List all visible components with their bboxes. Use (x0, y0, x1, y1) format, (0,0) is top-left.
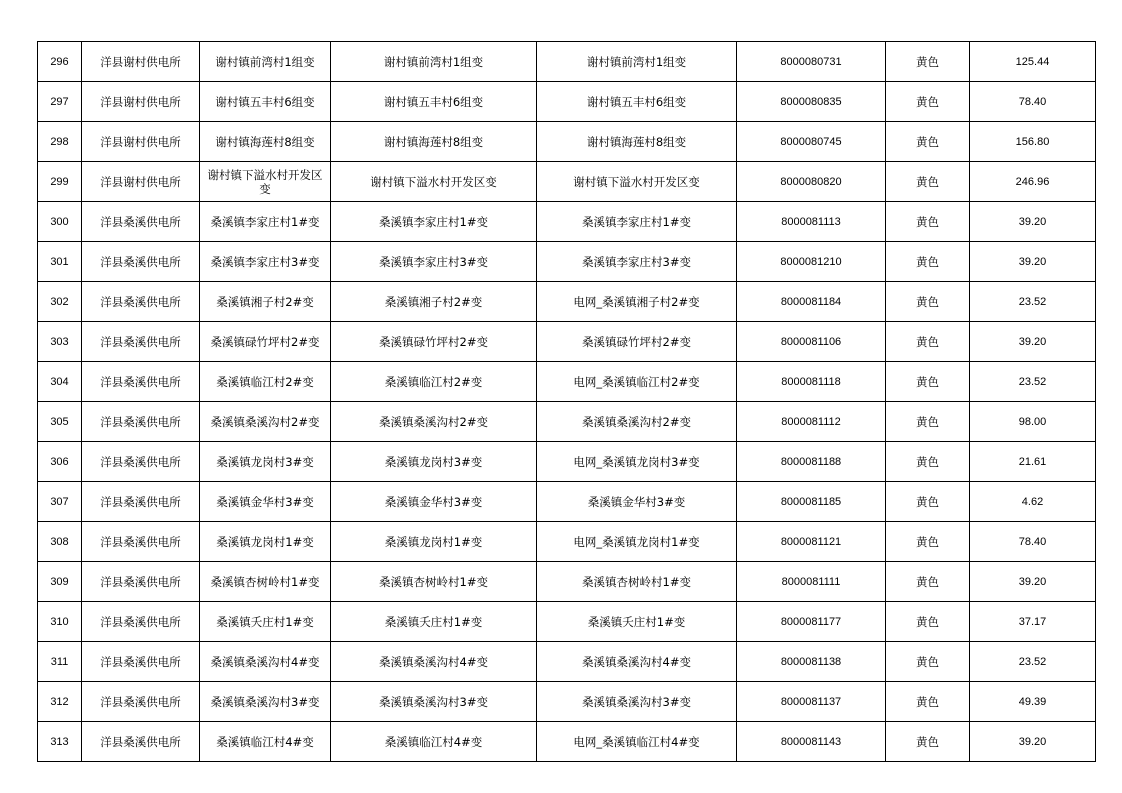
table-row (38, 402, 1096, 442)
account-number-cell: 8000081185 (737, 482, 886, 522)
user-name-cell: 桑溪镇碌竹坪村2#变 (537, 322, 737, 362)
table-row (38, 362, 1096, 402)
user-name-cell: 电网_桑溪镇龙岗村1#变 (537, 522, 737, 562)
warning-level-cell: 黄色 (886, 602, 970, 642)
account-number-cell: 8000081113 (737, 202, 886, 242)
amount-cell: 156.80 (970, 122, 1096, 162)
area-name-cell: 桑溪镇杏树岭村1#变 (200, 562, 331, 602)
power-station-cell: 洋县谢村供电所 (82, 42, 200, 82)
row-number-cell: 297 (38, 82, 82, 122)
table-row (38, 602, 1096, 642)
account-number-cell: 8000081188 (737, 442, 886, 482)
document-page (37, 41, 1095, 762)
user-name-cell: 谢村镇下溢水村开发区变 (537, 162, 737, 202)
transformer-name-cell: 桑溪镇李家庄村1#变 (331, 202, 537, 242)
user-name-cell: 桑溪镇李家庄村1#变 (537, 202, 737, 242)
area-name-cell: 谢村镇五丰村6组变 (200, 82, 331, 122)
user-name-cell: 谢村镇五丰村6组变 (537, 82, 737, 122)
transformer-name-cell: 谢村镇海莲村8组变 (331, 122, 537, 162)
warning-level-cell: 黄色 (886, 82, 970, 122)
account-number-cell: 8000081177 (737, 602, 886, 642)
row-number-cell: 301 (38, 242, 82, 282)
amount-cell: 39.20 (970, 562, 1096, 602)
account-number-cell: 8000080835 (737, 82, 886, 122)
amount-cell: 23.52 (970, 282, 1096, 322)
table-row (38, 442, 1096, 482)
row-number-cell: 305 (38, 402, 82, 442)
row-number-cell: 306 (38, 442, 82, 482)
account-number-cell: 8000081184 (737, 282, 886, 322)
account-number-cell: 8000081106 (737, 322, 886, 362)
table-row (38, 562, 1096, 602)
amount-cell: 39.20 (970, 202, 1096, 242)
user-name-cell: 电网_桑溪镇临江村4#变 (537, 722, 737, 762)
warning-level-cell: 黄色 (886, 42, 970, 82)
amount-cell: 49.39 (970, 682, 1096, 722)
account-number-cell: 8000080731 (737, 42, 886, 82)
table-row (38, 242, 1096, 282)
area-name-cell: 桑溪镇桑溪沟村4#变 (200, 642, 331, 682)
row-number-cell: 299 (38, 162, 82, 202)
user-name-cell: 桑溪镇桑溪沟村2#变 (537, 402, 737, 442)
power-station-cell: 洋县谢村供电所 (82, 122, 200, 162)
amount-cell: 39.20 (970, 722, 1096, 762)
transformer-name-cell: 桑溪镇碌竹坪村2#变 (331, 322, 537, 362)
warning-level-cell: 黄色 (886, 282, 970, 322)
row-number-cell: 298 (38, 122, 82, 162)
transformer-name-cell: 谢村镇五丰村6组变 (331, 82, 537, 122)
user-name-cell: 桑溪镇夭庄村1#变 (537, 602, 737, 642)
account-number-cell: 8000080820 (737, 162, 886, 202)
power-station-cell: 洋县桑溪供电所 (82, 562, 200, 602)
power-station-cell: 洋县桑溪供电所 (82, 362, 200, 402)
transformer-name-cell: 谢村镇下溢水村开发区变 (331, 162, 537, 202)
user-name-cell: 桑溪镇李家庄村3#变 (537, 242, 737, 282)
power-station-cell: 洋县桑溪供电所 (82, 602, 200, 642)
amount-cell: 23.52 (970, 362, 1096, 402)
account-number-cell: 8000081138 (737, 642, 886, 682)
warning-level-cell: 黄色 (886, 402, 970, 442)
account-number-cell: 8000081118 (737, 362, 886, 402)
amount-cell: 125.44 (970, 42, 1096, 82)
account-number-cell: 8000081112 (737, 402, 886, 442)
amount-cell: 246.96 (970, 162, 1096, 202)
row-number-cell: 307 (38, 482, 82, 522)
user-name-cell: 桑溪镇桑溪沟村3#变 (537, 682, 737, 722)
power-station-cell: 洋县桑溪供电所 (82, 442, 200, 482)
row-number-cell: 300 (38, 202, 82, 242)
table-row (38, 722, 1096, 762)
transformer-name-cell: 桑溪镇杏树岭村1#变 (331, 562, 537, 602)
power-station-cell: 洋县桑溪供电所 (82, 322, 200, 362)
table-row (38, 42, 1096, 82)
table-body (38, 42, 1096, 762)
transformer-name-cell: 桑溪镇桑溪沟村3#变 (331, 682, 537, 722)
warning-level-cell: 黄色 (886, 482, 970, 522)
warning-level-cell: 黄色 (886, 682, 970, 722)
power-station-cell: 洋县谢村供电所 (82, 162, 200, 202)
account-number-cell: 8000081111 (737, 562, 886, 602)
area-name-cell: 桑溪镇龙岗村1#变 (200, 522, 331, 562)
table-row (38, 202, 1096, 242)
table-row (38, 322, 1096, 362)
user-name-cell: 电网_桑溪镇龙岗村3#变 (537, 442, 737, 482)
user-name-cell: 桑溪镇杏树岭村1#变 (537, 562, 737, 602)
transformer-name-cell: 桑溪镇桑溪沟村2#变 (331, 402, 537, 442)
row-number-cell: 303 (38, 322, 82, 362)
row-number-cell: 302 (38, 282, 82, 322)
transformer-name-cell: 桑溪镇夭庄村1#变 (331, 602, 537, 642)
row-number-cell: 296 (38, 42, 82, 82)
area-name-cell: 谢村镇前湾村1组变 (200, 42, 331, 82)
table-row (38, 282, 1096, 322)
area-name-cell: 桑溪镇金华村3#变 (200, 482, 331, 522)
row-number-cell: 311 (38, 642, 82, 682)
power-station-cell: 洋县桑溪供电所 (82, 642, 200, 682)
account-number-cell: 8000080745 (737, 122, 886, 162)
user-name-cell: 桑溪镇金华村3#变 (537, 482, 737, 522)
amount-cell: 4.62 (970, 482, 1096, 522)
warning-level-cell: 黄色 (886, 442, 970, 482)
amount-cell: 78.40 (970, 82, 1096, 122)
area-name-cell: 桑溪镇临江村2#变 (200, 362, 331, 402)
area-name-cell: 桑溪镇桑溪沟村2#变 (200, 402, 331, 442)
power-station-cell: 洋县桑溪供电所 (82, 402, 200, 442)
amount-cell: 98.00 (970, 402, 1096, 442)
area-name-cell: 桑溪镇龙岗村3#变 (200, 442, 331, 482)
amount-cell: 39.20 (970, 322, 1096, 362)
data-table (37, 41, 1096, 762)
warning-level-cell: 黄色 (886, 722, 970, 762)
user-name-cell: 谢村镇海莲村8组变 (537, 122, 737, 162)
warning-level-cell: 黄色 (886, 362, 970, 402)
row-number-cell: 310 (38, 602, 82, 642)
warning-level-cell: 黄色 (886, 162, 970, 202)
area-name-cell: 谢村镇下溢水村开发区变 (200, 162, 331, 202)
user-name-cell: 电网_桑溪镇湘子村2#变 (537, 282, 737, 322)
account-number-cell: 8000081137 (737, 682, 886, 722)
area-name-cell: 桑溪镇夭庄村1#变 (200, 602, 331, 642)
power-station-cell: 洋县桑溪供电所 (82, 522, 200, 562)
warning-level-cell: 黄色 (886, 202, 970, 242)
area-name-cell: 桑溪镇桑溪沟村3#变 (200, 682, 331, 722)
power-station-cell: 洋县桑溪供电所 (82, 722, 200, 762)
warning-level-cell: 黄色 (886, 522, 970, 562)
amount-cell: 21.61 (970, 442, 1096, 482)
power-station-cell: 洋县桑溪供电所 (82, 282, 200, 322)
table-row (38, 642, 1096, 682)
table-row (38, 682, 1096, 722)
power-station-cell: 洋县桑溪供电所 (82, 202, 200, 242)
area-name-cell: 桑溪镇李家庄村1#变 (200, 202, 331, 242)
area-name-cell: 谢村镇海莲村8组变 (200, 122, 331, 162)
amount-cell: 37.17 (970, 602, 1096, 642)
area-name-cell: 桑溪镇临江村4#变 (200, 722, 331, 762)
table-row (38, 122, 1096, 162)
amount-cell: 78.40 (970, 522, 1096, 562)
row-number-cell: 312 (38, 682, 82, 722)
table-row (38, 162, 1096, 202)
user-name-cell: 电网_桑溪镇临江村2#变 (537, 362, 737, 402)
table-row (38, 482, 1096, 522)
area-name-cell: 桑溪镇李家庄村3#变 (200, 242, 331, 282)
user-name-cell: 桑溪镇桑溪沟村4#变 (537, 642, 737, 682)
transformer-name-cell: 桑溪镇金华村3#变 (331, 482, 537, 522)
transformer-name-cell: 桑溪镇临江村2#变 (331, 362, 537, 402)
account-number-cell: 8000081143 (737, 722, 886, 762)
warning-level-cell: 黄色 (886, 642, 970, 682)
amount-cell: 23.52 (970, 642, 1096, 682)
power-station-cell: 洋县桑溪供电所 (82, 482, 200, 522)
warning-level-cell: 黄色 (886, 122, 970, 162)
warning-level-cell: 黄色 (886, 562, 970, 602)
transformer-name-cell: 桑溪镇龙岗村3#变 (331, 442, 537, 482)
area-name-cell: 桑溪镇碌竹坪村2#变 (200, 322, 331, 362)
user-name-cell: 谢村镇前湾村1组变 (537, 42, 737, 82)
warning-level-cell: 黄色 (886, 322, 970, 362)
transformer-name-cell: 谢村镇前湾村1组变 (331, 42, 537, 82)
row-number-cell: 309 (38, 562, 82, 602)
row-number-cell: 313 (38, 722, 82, 762)
transformer-name-cell: 桑溪镇龙岗村1#变 (331, 522, 537, 562)
table-row (38, 522, 1096, 562)
warning-level-cell: 黄色 (886, 242, 970, 282)
transformer-name-cell: 桑溪镇桑溪沟村4#变 (331, 642, 537, 682)
transformer-name-cell: 桑溪镇湘子村2#变 (331, 282, 537, 322)
account-number-cell: 8000081121 (737, 522, 886, 562)
power-station-cell: 洋县谢村供电所 (82, 82, 200, 122)
account-number-cell: 8000081210 (737, 242, 886, 282)
power-station-cell: 洋县桑溪供电所 (82, 242, 200, 282)
row-number-cell: 304 (38, 362, 82, 402)
transformer-name-cell: 桑溪镇临江村4#变 (331, 722, 537, 762)
area-name-cell: 桑溪镇湘子村2#变 (200, 282, 331, 322)
power-station-cell: 洋县桑溪供电所 (82, 682, 200, 722)
row-number-cell: 308 (38, 522, 82, 562)
table-row (38, 82, 1096, 122)
amount-cell: 39.20 (970, 242, 1096, 282)
transformer-name-cell: 桑溪镇李家庄村3#变 (331, 242, 537, 282)
